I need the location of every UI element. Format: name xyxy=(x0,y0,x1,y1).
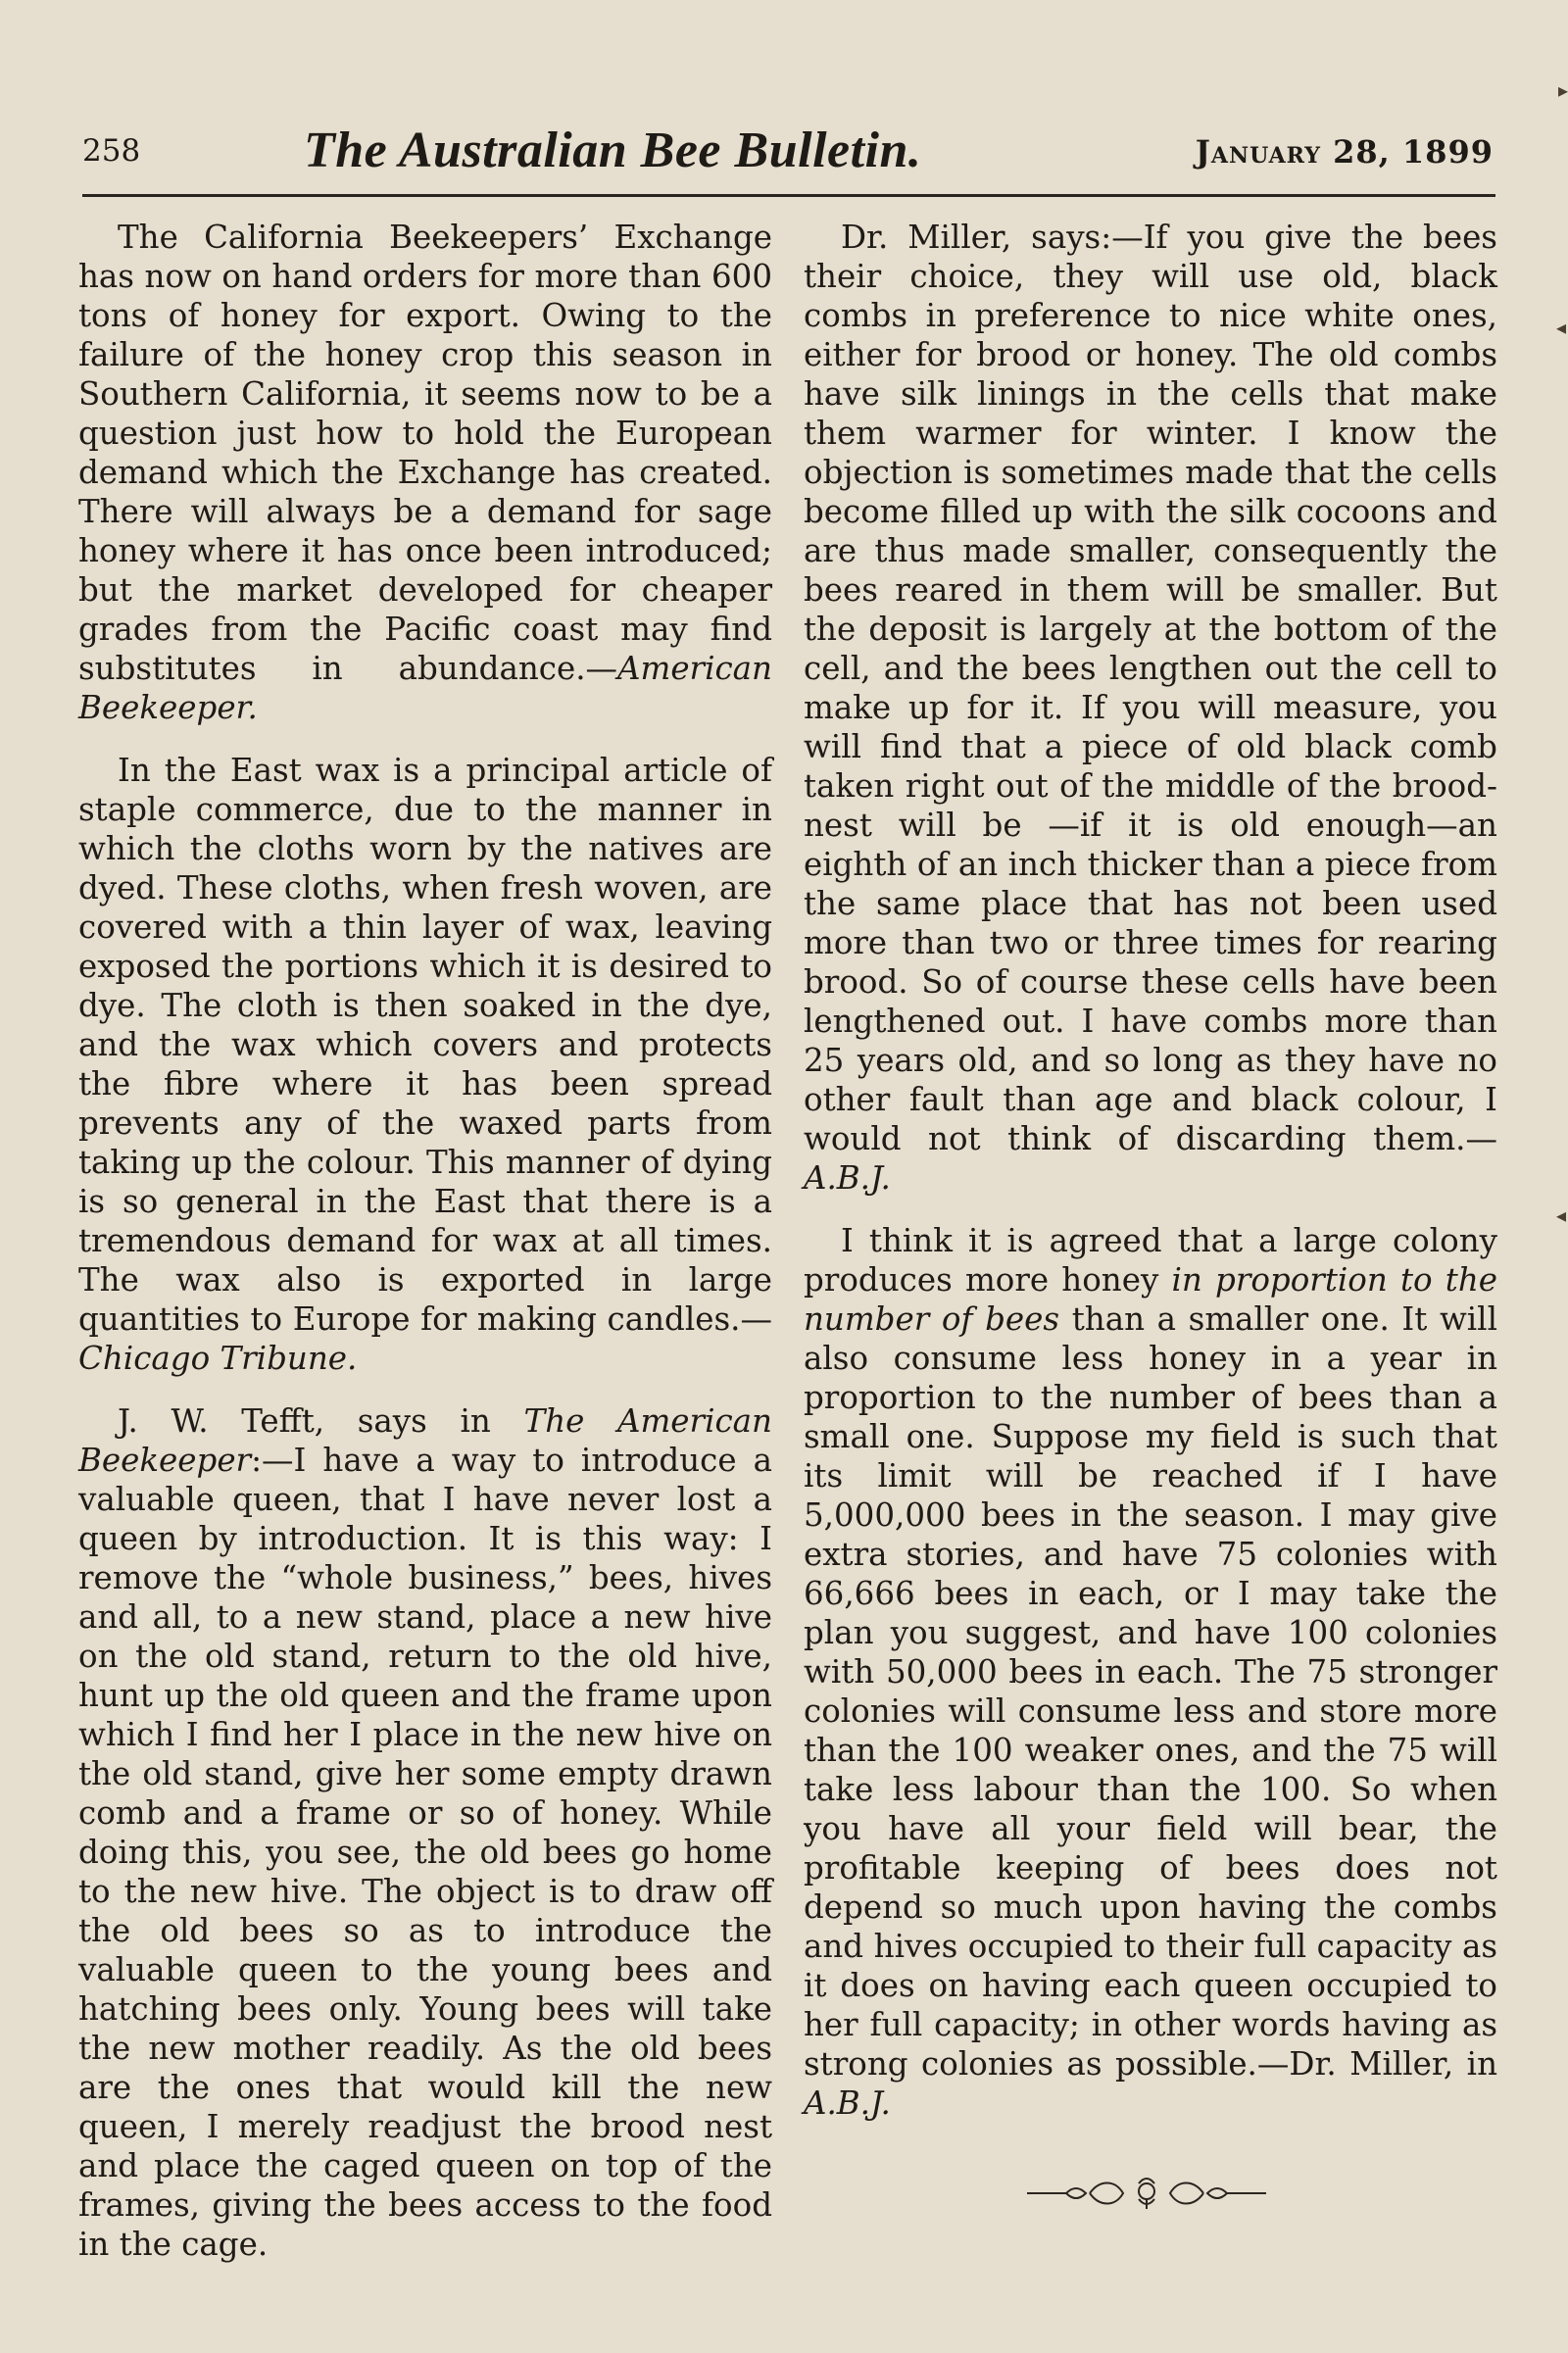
article-east-wax xyxy=(78,751,772,1378)
right-column xyxy=(804,218,1497,2146)
article-emphasis: in proportion to the number of bees xyxy=(804,1261,1497,1338)
left-column xyxy=(78,218,772,2287)
article-large-colony xyxy=(804,1221,1497,2123)
article-text: than a smaller one. It will also consume less honey in a year in proportion to the number of bees than a small one. Suppose my field is such that its limit will be reached if I have 5,000,000 bees in the season. I may give extra stories, and have 75 colonies with 66,666 bees in each, or I may take the plan you suggest, and have 100 colonies with 50,000 bees in each. The 75 stronger colonies will consume less and store more than the 100 weaker ones, and the 75 will take less labour than the 100. So when you have all your field will bear, the profitable keeping of bees does not depend so much upon having the combs and hives occupied to their full capacity as it does on having each queen occupied to her full capacity; in other words having as strong colonies as possible.—Dr. Miller, in xyxy=(804,1300,1497,2083)
article-tefft-queen xyxy=(78,1401,772,2264)
publication-title: The Australian Bee Bulletin. xyxy=(304,123,922,178)
article-california-exchange xyxy=(78,218,772,727)
article-source: American Beekeeper. xyxy=(78,650,772,726)
margin-mark-icon: ◂ xyxy=(1556,316,1567,339)
article-text: I think it is agreed that a large colony produces more honey xyxy=(804,1222,1497,1299)
article-lead: J. W. Tefft, says in xyxy=(118,1402,491,1440)
article-text: Dr. Miller, says:—If you give the bees their choice, they will use old, black combs in preference to nice white ones, either for brood or honey. The old combs have silk linings in the cells that make them warmer for winter. I know the objection is sometimes made that the cells become filled up with the silk cocoons and are thus made smaller, consequently the bees reared in them will be smaller. But the deposit is largely at the bottom of the cell, and the bees lengthen out the cell to make up for it. If you will measure, you will find that a piece of old black comb taken right out of the middle of the brood-nest will be —if it is old enough—an eighth of an inch thicker than a piece from the same place that has not been used more than two or three times for rearing brood. So of course these cells have been lengthened out. I have combs more than 25 years old, and so long as they have no other fault than age and black colour, I would not think of discarding them.— xyxy=(804,219,1497,1157)
article-source: A.B.J. xyxy=(804,1159,891,1197)
margin-mark-icon: ▸ xyxy=(1558,78,1568,102)
article-text: :—I have a way to introduce a valuable queen, that I have never lost a queen by introduction. It is this way: I remove the “whole business,” bees, hives and all, to a new stand, place a new hive on the old stand, return to the old hive, hunt up the old queen and the frame upon which I find her I place in the new hive on the old stand, give her some empty drawn comb and a frame or so of honey. While doing this, you see, the old bees go home to the new hive. The object is to draw off the old bees so as to introduce the valuable queen to the young bees and hatching bees only. Young bees will take the new mother readily. As the old bees are the ones that would kill the new queen, I merely readjust the brood nest and place the caged queen on top of the frames, giving the bees access to the food in the cage. xyxy=(78,1442,772,2263)
article-miller-combs xyxy=(804,218,1497,1198)
article-source: Chicago Tribune. xyxy=(78,1340,358,1377)
page-number: 258 xyxy=(82,133,141,169)
article-text: The California Beekeepers’ Exchange has now on hand orders for more than 600 tons of honey for export. Owing to the failure of the honey crop this season in Southern California, it seems now to be a question just how to hold the European demand which the Exchange has created. There will always be a demand for sage honey where it has once been introduced; but the market developed for cheaper grades from the Pacific coast may find substitutes in abundance.— xyxy=(78,219,772,687)
margin-mark-icon: ◂ xyxy=(1556,1203,1567,1227)
page-header xyxy=(82,125,1494,190)
article-source: A.B.J. xyxy=(804,2084,891,2122)
issue-date: January 28, 1899 xyxy=(1195,133,1494,171)
header-rule xyxy=(82,194,1495,197)
article-text: In the East wax is a principal article of staple commerce, due to the manner in which the cloths worn by the natives are dyed. These cloths, when fresh woven, are covered with a thin layer of wax, leaving exposed the portions which it is desired to dye. The cloth is then soaked in the dye, and the wax which covers and protects the fibre where it has been spread prevents any of the waxed parts from taking up the colour. This manner of dying is so general in the East that there is a tremendous demand for wax at all times. The wax also is exported in large quantities to Europe for making candles.— xyxy=(78,752,772,1338)
article-publication: The American Beekeeper xyxy=(78,1402,772,1479)
ornament-divider-icon xyxy=(1019,2174,1274,2213)
